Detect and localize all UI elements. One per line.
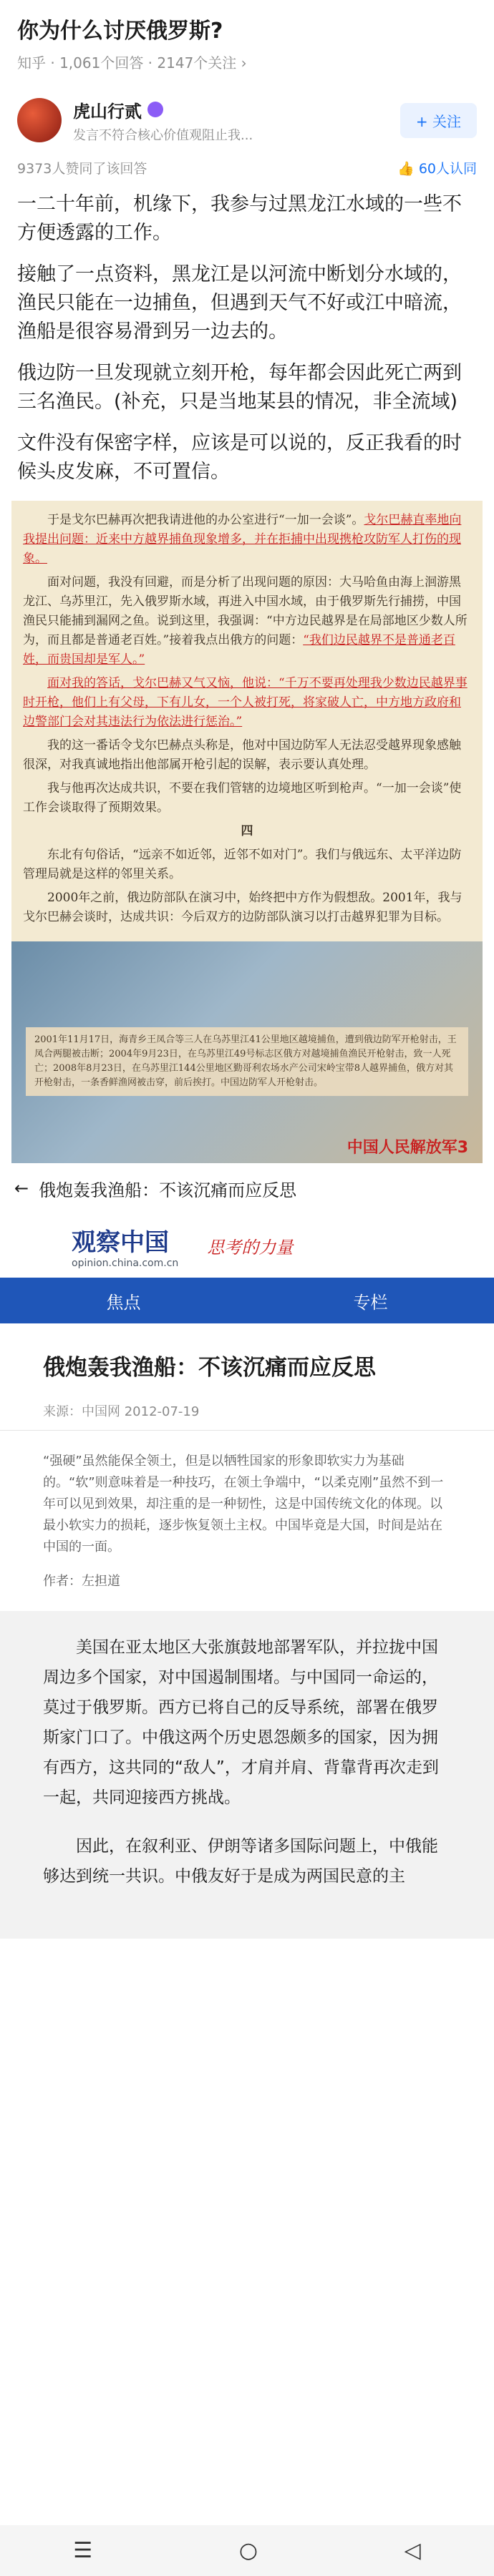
exhibit-photo[interactable] xyxy=(11,941,483,1163)
divider xyxy=(0,1430,494,1431)
author-row xyxy=(0,88,494,152)
back-arrow-icon[interactable]: ← xyxy=(14,1178,29,1198)
verified-badge-icon xyxy=(147,102,163,117)
tab-bar xyxy=(0,1278,494,1323)
home-icon[interactable]: ○ xyxy=(238,2538,258,2563)
agree-count: 9373人赞同了该回答 xyxy=(17,161,147,177)
site-logo[interactable] xyxy=(72,1223,178,1269)
scan-text: 东北有句俗话，“远亲不如近邻，近邻不如对门”。我们与俄远东、太平洋边防管理局就是这样的邻里关系。 xyxy=(23,848,462,881)
answer-paragraph: 接触了一点资料，黑龙江是以河流中断划分水域的，渔民只能在一边捕鱼，但遇到天气不好或江中暗流，渔船是很容易滑到另一边去的。 xyxy=(17,263,462,343)
system-nav-bar xyxy=(0,2525,494,2576)
scan-text: 我的这一番话令戈尔巴赫点头称是，他对中国边防军人无法忍受越界现象感触很深，对我真诚地指出他部属开枪引起的误解，表示要认真处理。 xyxy=(23,738,461,772)
scan-text: 我与他再次达成共识，不要在我们管辖的边境地区听到枪声。“一加一会谈”使工作会谈取得了预期效果。 xyxy=(23,781,462,815)
article-nav-bar xyxy=(0,1163,494,1213)
scan-section-number: 四 xyxy=(241,824,253,838)
question-header xyxy=(0,0,494,72)
brand-url: opinion.china.com.cn xyxy=(72,1257,179,1269)
author-info xyxy=(73,97,400,144)
question-title[interactable]: 你为什么讨厌俄罗斯? xyxy=(17,19,223,44)
scan-highlight: 面对我的答话，戈尔巴赫又气又恼，他说：“千万不要再处理我少数边民越界事时开枪，他们上有父母，下有儿女，一个人被打死，将家破人亡，中方地方政府和边警部门会对其违法行为依法进行惩治。” xyxy=(23,676,468,729)
nav-title: 俄炮轰我渔船：不该沉痛而应反思 xyxy=(39,1180,297,1200)
article-paragraph: 因此，在叙利亚、伊朗等诸多国际问题上，中俄能够达到统一共识。中俄友好于是成为两国民意的主 xyxy=(43,1837,438,1886)
scan-highlight: 戈尔巴赫直率地向我提出问题：近来中方越界捕鱼现象增多，并在拒捕中出现携枪攻防军人打伤的现象。 xyxy=(23,513,462,566)
stats-row xyxy=(0,152,494,177)
article-body xyxy=(0,1611,494,1939)
answer-paragraph: 俄边防一旦发现就立刻开枪，每年都会因此死亡两到三名渔民。(补充，只是当地某县的情况，非全流域) xyxy=(17,362,462,413)
article-title: 俄炮轰我渔船：不该沉痛而应反思 xyxy=(43,1355,376,1381)
brand-name: 观察中国 xyxy=(72,1228,169,1257)
avatar[interactable] xyxy=(17,98,62,142)
article-author: 作者：左担道 xyxy=(43,1574,120,1589)
scan-text: 2000年之前，俄边防部队在演习中，始终把中方作为假想敌。2001年，我与戈尔巴赫会谈时，达成共识：今后双方的边防部队演习以打击越界犯罪为目标。 xyxy=(23,891,462,924)
article-lead: “强硬”虽然能保全领土，但是以牺牲国家的形象即软实力为基础的。“软”则意味着是一种技巧，在领土争端中，“以柔克刚”虽然不到一年可以见到效果，却注重的是一种韧性，这是中国传统文化的体现。以最小软实力的损耗，逐步恢复领土主权。中国毕竟是大国，时间是站在中国的一面。 xyxy=(43,1454,444,1554)
brand-row xyxy=(0,1213,494,1278)
question-meta[interactable]: 知乎 · 1,061个回答 · 2147个关注 › xyxy=(17,54,247,72)
scan-highlight: “我们边民越界不是普通老百姓，而贵国却是军人。” xyxy=(23,633,455,667)
back-icon[interactable]: ◁ xyxy=(404,2538,421,2563)
photo-footer: 中国人民解放军3 xyxy=(347,1139,468,1157)
answer-paragraph: 文件没有保密字样，应该是可以说的，反正我看的时候头皮发麻，不可置信。 xyxy=(17,432,462,483)
photo-caption: 2001年11月17日，海青乡王凤合等三人在乌苏里江41公里地区越境捕鱼，遭到俄边防军开枪射击，王凤合两腿被击断；2004年9月23日，在乌苏里江49号标志区俄方对越境捕鱼渔民开枪射击，致一人死亡；2008年8月23日，在乌苏里江144公里地区勤哥利农场水产公司宋岭宝带8人越界捕鱼，俄方对其开枪射击，一条香鲜渔网被击穿，前后挨打。中国边防军人开枪射击。 xyxy=(26,1027,468,1096)
author-name[interactable]: 虎山行贰 xyxy=(73,97,400,122)
scanned-book-page xyxy=(11,501,483,941)
like-count[interactable]: 👍 60人认同 xyxy=(397,161,477,177)
answer-paragraph: 一二十年前，机缘下，我参与过黑龙江水域的一些不方便透露的工作。 xyxy=(17,193,462,244)
scan-text: 于是戈尔巴赫再次把我请进他的办公室进行“一加一会谈”。 xyxy=(47,513,364,527)
brand-slogan: 思考的力量 xyxy=(207,1237,294,1258)
scan-text: 面对问题，我没有回避，而是分析了出现问题的原因：大马哈鱼由海上洄游黑龙江、乌苏里江，先入俄罗斯水域，再进入中国水域，由于俄罗斯先行捕捞，中国渔民只能捕到漏网之鱼。说到这里，我强调：“中方边民越界是在局部地区少数人所为，而且都是普通老百姓。”接着我点出俄方的问题： xyxy=(23,575,468,647)
article-paragraph: 美国在亚太地区大张旗鼓地部署军队，并拉拢中国周边多个国家，对中国遏制围堵。与中国同一命运的，莫过于俄罗斯。西方已将自己的反导系统，部署在俄罗斯家门口了。中俄这两个历史恩怨颇多的国家，因为拥有西方，这共同的“敌人”，才肩并肩、背靠背再次走到一起，共同迎接西方挑战。 xyxy=(43,1638,439,1807)
follow-button[interactable]: + 关注 xyxy=(400,103,477,138)
author-desc: 发言不符合核心价值观阻止我... xyxy=(73,127,253,143)
menu-icon[interactable]: ☰ xyxy=(73,2538,93,2563)
tab-column[interactable]: 专栏 xyxy=(353,1292,388,1313)
answer-body xyxy=(0,190,494,486)
tab-focus[interactable]: 焦点 xyxy=(106,1292,141,1313)
article-meta: 来源：中国网 2012-07-19 xyxy=(43,1404,200,1419)
